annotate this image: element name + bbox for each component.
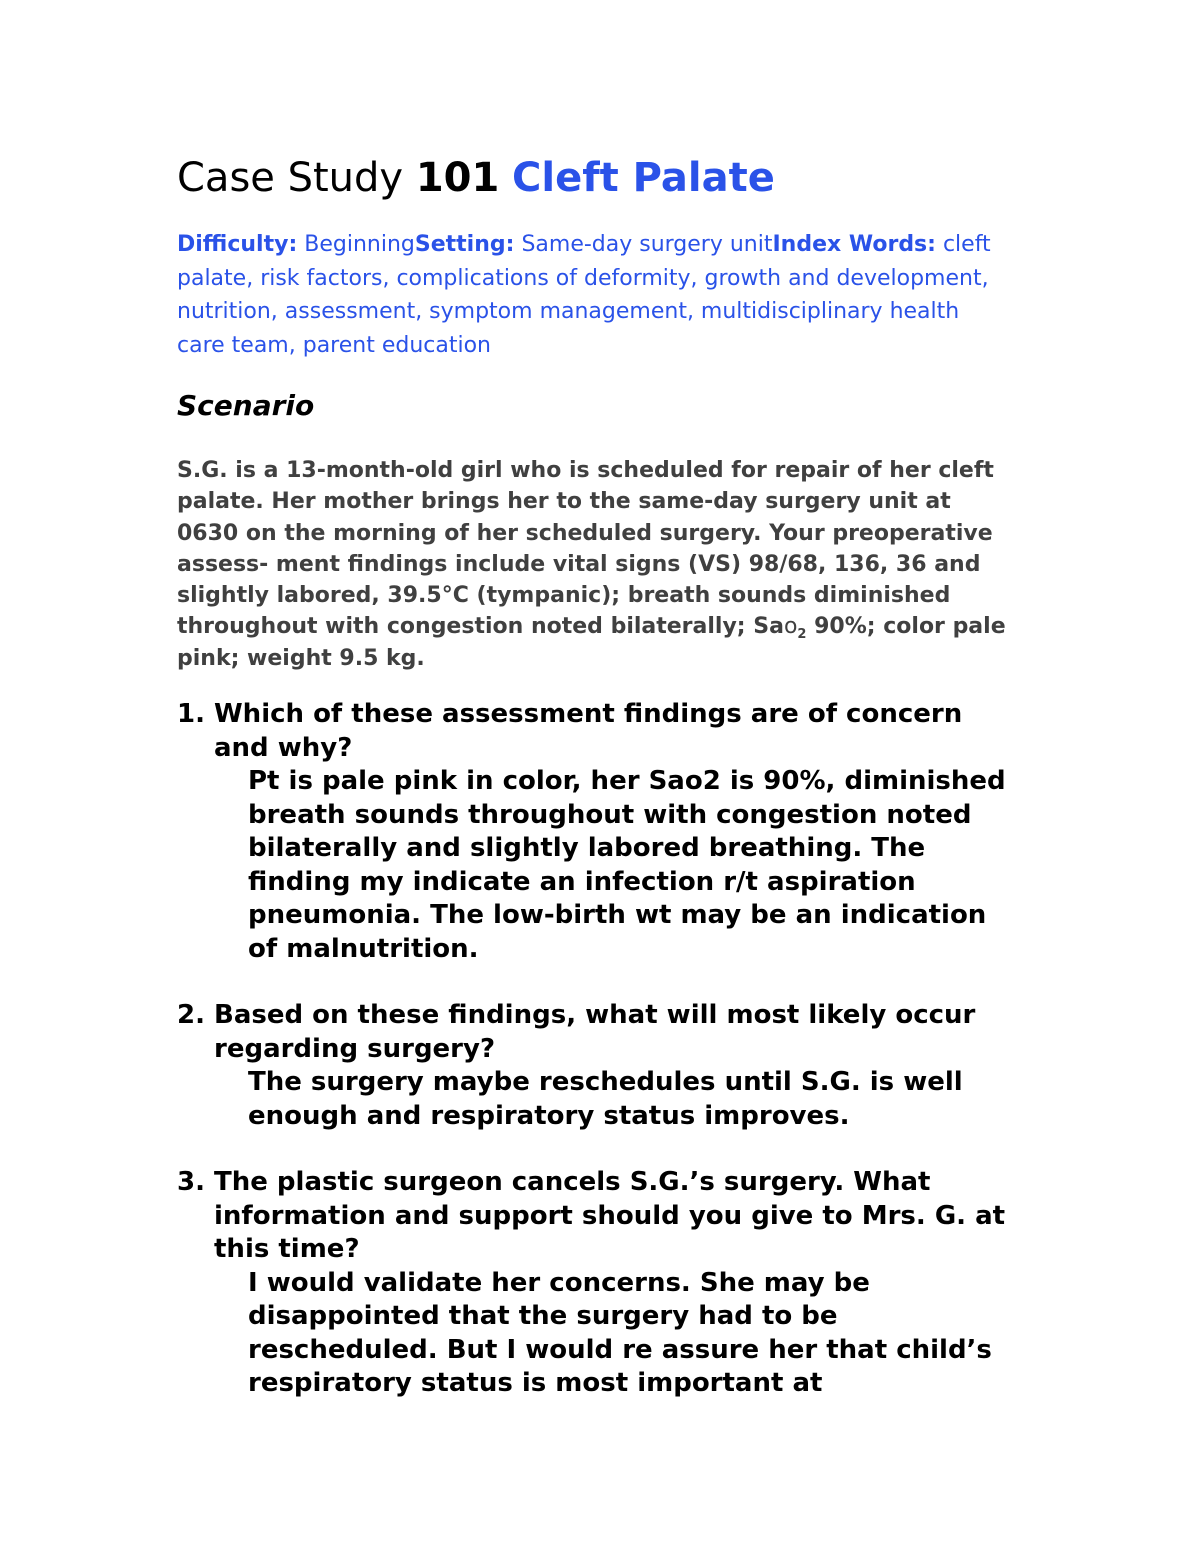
difficulty-label: Difficulty: [177,232,298,257]
question-number: 3. [177,1167,205,1197]
sao-subscript: 2 [797,627,807,643]
index-words-label: Index Words: [772,232,936,257]
question-item [177,1166,1017,1401]
question-text: Based on these findings, what will most likely occur regarding surgery? [214,1000,976,1064]
question-text: Which of these assessment findings are of concern and why? [214,699,963,763]
scenario-heading: Scenario [177,389,315,422]
scenario-text-main: S.G. is a 13-month-old girl who is scheduled for repair of her cleft palate. Her mother brings her to the same-day surgery unit at 0630 on the morning of her scheduled surgery. Your preoperative assess- ment findings include vital signs (VS) 98/68, 136, 36 and slightly labored, 39.5°C (tympanic); breath sounds diminished throughout with congestion noted bilaterally; Sa [177,458,994,640]
answer-text: I would validate her concerns. She may be disappointed that the surgery had to be rescheduled. But I would re assure her that child’s respiratory status is most important at [248,1267,992,1398]
setting-label: Setting: [414,232,515,257]
answer-text: The surgery maybe reschedules until S.G. is well enough and respiratory status improves. [248,1067,963,1131]
index-words-value: cleft palate, risk factors, complications of deformity, growth and development, nutrition, assessment, symptom management, multidisciplinary health care team, parent education [177,232,991,358]
difficulty-value: Beginning [304,232,415,257]
question-number: 1. [177,699,205,729]
question-item [177,999,1017,1133]
case-metadata [177,228,1007,362]
scenario-text [177,455,1017,674]
answer-text: Pt is pale pink in color, her Sao2 is 90%, diminished breath sounds throughout with congestion noted bilaterally and slightly labored breathing. The finding my indicate an infection r/t aspiration pneumonia. The low-birth wt may be an indication of malnutrition. [248,766,1006,964]
question-number: 2. [177,1000,205,1030]
document-title [177,152,775,204]
setting-value: Same-day surgery unit [521,232,773,257]
question-item [177,698,1017,966]
question-text: The plastic surgeon cancels S.G.’s surgery. What information and support should you give to Mrs. G. at this time? [214,1167,1006,1264]
sao-o: o [783,614,798,640]
scenario-text-end: 90%; color pale pink; weight 9.5 kg. [177,614,1006,671]
title-number: 101 [415,155,500,201]
title-prefix: Case Study [177,155,404,201]
title-topic: Cleft Palate [512,155,775,201]
